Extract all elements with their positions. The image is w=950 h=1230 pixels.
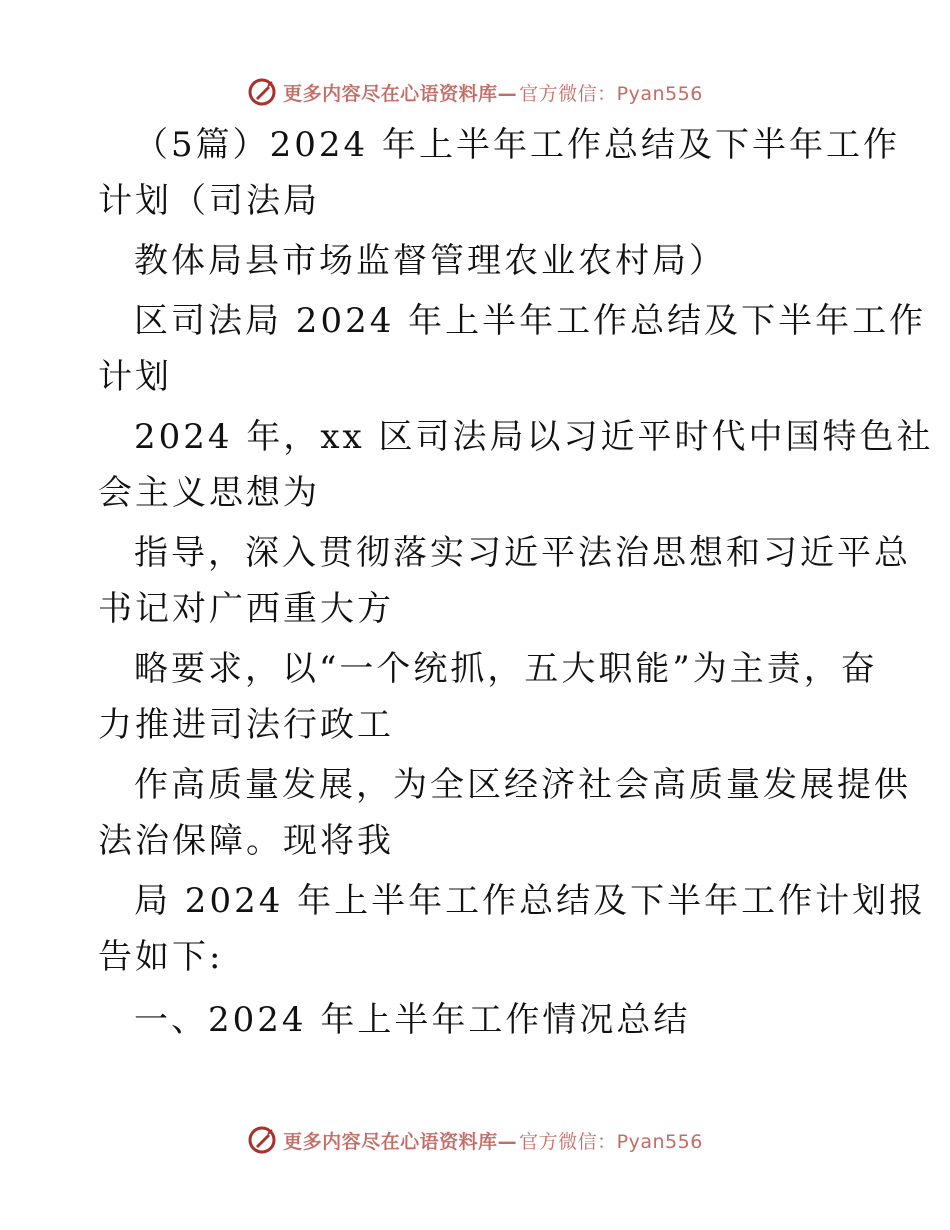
header-watermark: [0, 72, 950, 112]
text-line: 教体局县市场监督管理农业农村局）: [134, 241, 726, 281]
watermark-wechat: 官方微信：Pyan556: [519, 82, 703, 105]
watermark-text: 更多内容尽在心语资料库—: [283, 82, 518, 105]
text-line: 计划: [98, 357, 172, 397]
text-line: 力推进司法行政工: [98, 705, 394, 745]
text-line: 告如下:: [98, 937, 224, 977]
watermark-text: 更多内容尽在心语资料库—: [283, 1130, 518, 1153]
text-line: 区司法局 2024 年上半年工作总结及下半年工作: [134, 301, 927, 341]
text-line: 计划（司法局: [98, 181, 320, 221]
text-line: 书记对广西重大方: [98, 589, 394, 629]
watermark-wechat: 官方微信：Pyan556: [519, 1130, 703, 1153]
text-line: 指导，深入贯彻落实习近平法治思想和习近平总: [134, 533, 911, 573]
footer-watermark: [0, 1120, 950, 1160]
text-line: 略要求，以“一个统抓，五大职能”为主责，奋: [134, 649, 878, 689]
quill-logo-icon: [247, 1125, 277, 1155]
section-heading: 一、2024 年上半年工作情况总结: [134, 1000, 691, 1040]
text-line: 作高质量发展，为全区经济社会高质量发展提供: [134, 765, 911, 805]
text-line: 会主义思想为: [98, 473, 320, 513]
quill-logo-icon: [247, 77, 277, 107]
text-line: 局 2024 年上半年工作总结及下半年工作计划报: [134, 881, 927, 921]
text-line: （5篇）2024 年上半年工作总结及下半年工作: [134, 125, 900, 165]
text-line: 2024 年，xx 区司法局以习近平时代中国特色社: [134, 417, 934, 457]
text-line: 法治保障。现将我: [98, 821, 394, 861]
